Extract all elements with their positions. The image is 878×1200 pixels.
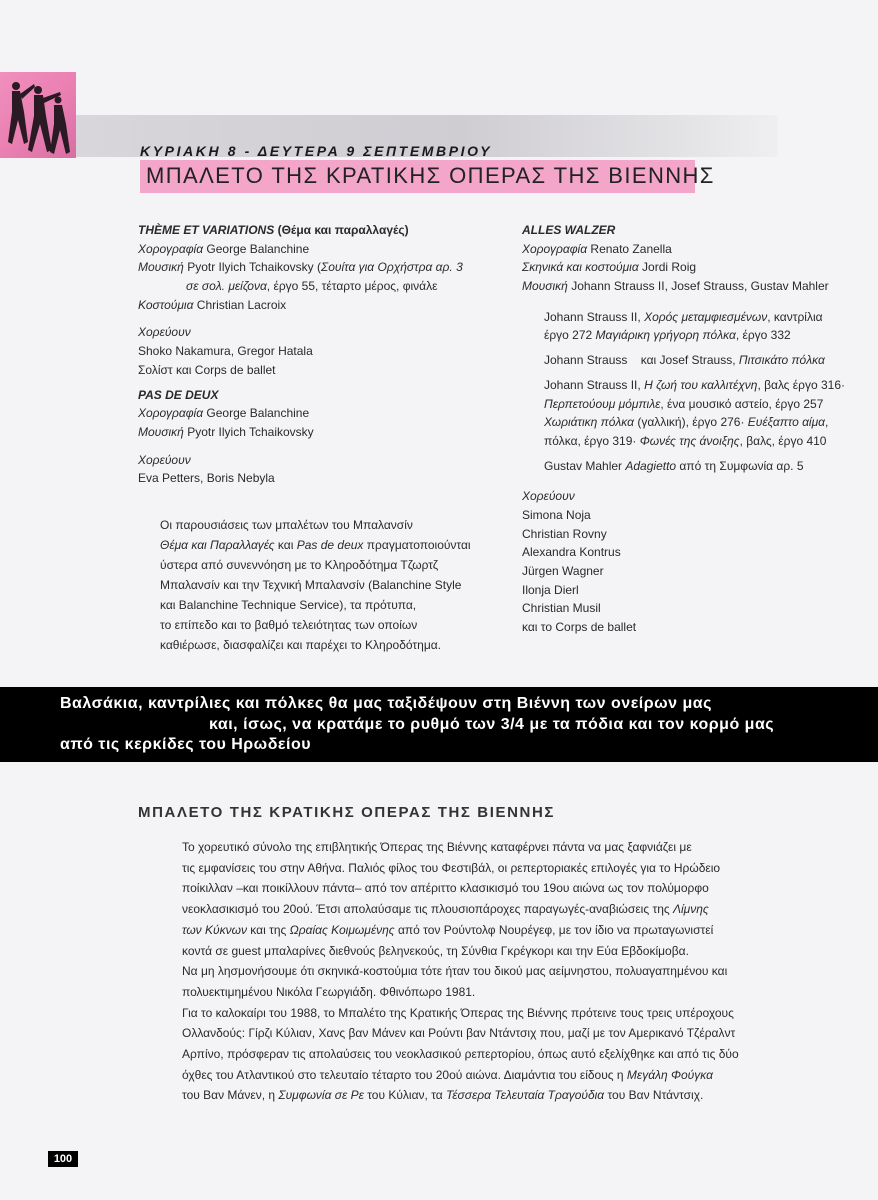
page-title: ΜΠΑΛΕΤΟ ΤΗΣ ΚΡΑΤΙΚΗΣ ΟΠΕΡΑΣ ΤΗΣ ΒΙΕΝΝΗΣ: [146, 163, 715, 188]
credit-music: Μουσική Pyotr Ilyich Tchaikovsky: [138, 424, 314, 439]
page-number: 100: [48, 1151, 78, 1167]
left-column: [138, 221, 488, 488]
section-heading: ΜΠΑΛΕΤΟ ΤΗΣ ΚΡΑΤΙΚΗΣ ΟΠΕΡΑΣ ΤΗΣ ΒΙΕΝΝΗΣ: [138, 804, 556, 821]
dancers-names: Σολίστ και Corps de ballet: [138, 362, 276, 377]
credit-music-cont: σε σολ. μείζονα, έργο 55, τέταρτο μέρος, φινάλε: [186, 279, 438, 294]
right-column: [522, 221, 862, 637]
credit-choreography: Χορογραφία George Balanchine: [138, 406, 310, 421]
credit-choreography: Χορογραφία George Balanchine: [138, 241, 310, 256]
program-item: Gustav Mahler Adagietto από τη Συμφωνία αρ. 5: [544, 458, 804, 473]
work-title-alles-walzer: ALLES WALZER: [522, 223, 616, 237]
section-body: Το χορευτικό σύνολο της επιβλητικής Όπερας της Βιέννης καταφέρνει πάντα να μας ξαφνιάζει με τις εμφανίσεις του στην Αθήνα. Παλιός φίλος του Φεστιβάλ, οι ρεπερτοριακές επιλογές για το Ηρώδειο ποίκιλλαν –και ποικίλλουν πάντα– από τον απέριττο κλασικισμό του 19ου αιώνα ως τον πολύμορφο νεοκλασικισμό του 20ού. Έτσι απολαύσαμε τις πλουσιοπάροχες παραγωγές-αναβιώσεις της Λίμνης των Κύκνων και της Ωραίας Κοιμωμένης από τον Ρούντολφ Νουρέγεφ, με τον ίδιο να πρωταγωνιστεί κοντά σε guest μπαλαρίνες διεθνούς βεληνεκούς, τη Σύνθια Γκρέγκορι και την Εύα Εβδοκίμοβα. Να μη λησμονήσουμε ότι σκηνικά-κοστούμια τότε ήταν του δικού μας αείμνηστου, πολυαγαπημένου και πολυεκτιμημένου Νικόλα Γεωργιάδη. Φθινόπωρο 1981. Για το καλοκαίρι του 1988, το Μπαλέτο της Κρατικής Όπερας της Βιέννης πρότεινε τους τρεις υπέροχους Ολλανδούς: Γίρζι Κύλιαν, Χανς βαν Μάνεν και Ρούντι βαν Ντάντσιχ που, μαζί με τον Αμερικανό Τζέραλντ Αρπίνο, πρόσφεραν τις απολαύσεις του νεοκλασικού ρεπερτορίου, όπως αυτό εξελίχθηκε και από τις δύο όχθες του Ατλαντικού στο τελευταίο τέταρτο του 20ού αιώνα. Διαμάντια του είδους η Μεγάλη Φούγκα του Βαν Μάνεν, η Συμφωνία σε Ρε του Κύλιαν, τα Τέσσερα Τελευταία Τραγούδια του Βαν Ντάντσιχ.: [182, 840, 739, 1103]
work-title-pas: PAS DE DEUX: [138, 387, 219, 402]
dancer-name: και το Corps de ballet: [522, 620, 637, 635]
program-item: πόλκα, έργο 319· Φωνές της άνοιξης, βαλς, έργο 410: [544, 433, 827, 448]
dancers-names: Eva Petters, Boris Nebyla: [138, 471, 275, 486]
dancer-name: Simona Noja: [522, 507, 591, 522]
program-item: Johann Strauss II, Η ζωή του καλλιτέχνη, βαλς έργο 316·: [544, 377, 846, 392]
program-item: Johann Strauss και Josef Strauss, Πιτσικάτο πόλκα: [544, 353, 825, 368]
program-list: [522, 308, 862, 476]
credit-sets: Σκηνικά και κοστούμια Jordi Roig: [522, 260, 697, 275]
dancers-photo: [0, 72, 76, 158]
dancer-name: Ilonja Dierl: [522, 582, 579, 597]
dancers-label: Χορεύουν: [522, 489, 575, 504]
dancers-label: Χορεύουν: [138, 325, 191, 340]
program-item: Χωριάτικη πόλκα (γαλλική), έργο 276· Ευέξαπτο αίμα,: [544, 415, 829, 430]
dancer-name: Christian Musil: [522, 601, 601, 616]
work-title-theme: THÈME ET VARIATIONS (Θέμα και παραλλαγές): [138, 223, 409, 237]
banner-quote: Βαλσάκια, καντρίλιες και πόλκες θα μας ταξιδέψουν στη Βιέννη των ονείρων μας και, ίσως, να κρατάμε το ρυθμό των 3/4 με τα πόδια και τον κορμό μας από τις κερκίδες του Ηρωδείου: [60, 695, 775, 753]
program-item: Johann Strauss II, Χορός μεταμφιεσμένων, καντρίλια: [544, 309, 823, 324]
credit-music: Μουσική Pyotr Ilyich Tchaikovsky (Σουίτα για Ορχήστρα αρ. 3: [138, 260, 463, 275]
event-date: ΚΥΡΙΑΚΗ 8 - ΔΕΥΤΕΡΑ 9 ΣΕΠΤΕΜΒΡΙΟΥ: [140, 143, 493, 159]
credit-music: Μουσική Johann Strauss II, Josef Strauss, Gustav Mahler: [522, 279, 829, 294]
program-item: έργο 272 Μαγιάρικη γρήγορη πόλκα, έργο 332: [544, 328, 791, 343]
credit-costumes: Κοστούμια Christian Lacroix: [138, 297, 287, 312]
dancers-names: Shoko Nakamura, Gregor Hatala: [138, 344, 313, 359]
dancer-name: Jürgen Wagner: [522, 564, 604, 578]
program-item: Περπετούουμ μόμπιλε, ένα μουσικό αστείο, έργο 257: [544, 396, 824, 411]
credit-choreography: Χορογραφία Renato Zanella: [522, 241, 672, 256]
dancers-label: Χορεύουν: [138, 452, 191, 467]
dancer-name: Alexandra Kontrus: [522, 545, 621, 560]
balanchine-note: Οι παρουσιάσεις των μπαλέτων του Μπαλανσίν Θέμα και Παραλλαγές και Pas de deux πραγματοποιούνται ύστερα από συνεννόηση με το Κληροδότημα Τζωρτζ Μπαλανσίν και την Τεχνική Μπαλανσίν (Balanchine Style και Balanchine Technique Service), τα πρότυπα, το επίπεδο και το βαθμό τελειότητας των οποίων καθιέρωσε, διασφαλίζει και παρέχει το Κληροδότημα.: [160, 518, 471, 652]
dancers-silhouette: [0, 72, 76, 158]
dancer-name: Christian Rovny: [522, 526, 607, 541]
